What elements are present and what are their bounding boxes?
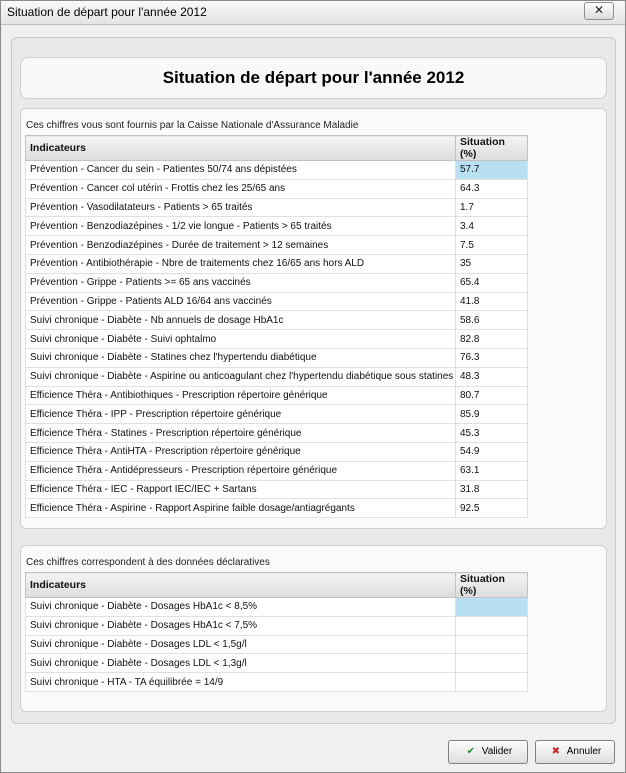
table-row[interactable] xyxy=(26,179,528,198)
table-row[interactable] xyxy=(26,461,528,480)
validate-label: Valider xyxy=(481,746,513,757)
validate-button[interactable] xyxy=(448,740,528,764)
cnam-panel xyxy=(20,108,607,529)
situation-cell[interactable]: 82.8 xyxy=(456,330,528,349)
cnam-table xyxy=(25,135,528,518)
table-header-row xyxy=(26,573,528,598)
table-row[interactable] xyxy=(26,654,528,673)
table-header-row xyxy=(26,136,528,161)
situation-cell[interactable]: 58.6 xyxy=(456,311,528,330)
situation-cell[interactable]: 65.4 xyxy=(456,273,528,292)
table-row[interactable] xyxy=(26,616,528,635)
page-title: Situation de départ pour l'année 2012 xyxy=(162,68,465,87)
situation-cell[interactable]: 85.9 xyxy=(456,405,528,424)
situation-cell[interactable]: 48.3 xyxy=(456,367,528,386)
table-row[interactable] xyxy=(26,499,528,518)
situation-cell[interactable] xyxy=(456,616,528,635)
indicator-cell: Prévention - Benzodiazépines - Durée de traitement > 12 semaines xyxy=(26,236,456,255)
cross-icon: ✖ xyxy=(551,746,560,757)
situation-cell[interactable]: 7.5 xyxy=(456,236,528,255)
indicator-cell: Suivi chronique - Diabète - Dosages HbA1c < 8,5% xyxy=(26,598,456,617)
declarative-panel xyxy=(20,545,607,712)
indicator-cell: Prévention - Cancer du sein - Patientes 50/74 ans dépistées xyxy=(26,161,456,180)
indicator-cell: Suivi chronique - Diabète - Suivi ophtalmo xyxy=(26,330,456,349)
indicator-cell: Efficience Théra - Statines - Prescription répertoire générique xyxy=(26,424,456,443)
table-row[interactable] xyxy=(26,635,528,654)
indicator-cell: Efficience Théra - Antidépresseurs - Prescription répertoire générique xyxy=(26,461,456,480)
indicator-cell: Efficience Théra - IEC - Rapport IEC/IEC + Sartans xyxy=(26,480,456,499)
indicator-cell: Efficience Théra - AntiHTA - Prescription répertoire générique xyxy=(26,442,456,461)
situation-cell[interactable] xyxy=(456,598,528,617)
table-row[interactable] xyxy=(26,330,528,349)
situation-cell[interactable]: 54.9 xyxy=(456,442,528,461)
indicator-cell: Prévention - Vasodilatateurs - Patients > 65 traités xyxy=(26,198,456,217)
table-row[interactable] xyxy=(26,386,528,405)
header-panel xyxy=(20,57,607,99)
indicator-cell: Efficience Théra - IPP - Prescription répertoire générique xyxy=(26,405,456,424)
table-row[interactable] xyxy=(26,405,528,424)
window-title: Situation de départ pour l'année 2012 xyxy=(7,5,207,19)
indicator-cell: Prévention - Grippe - Patients >= 65 ans vaccinés xyxy=(26,273,456,292)
col-header-indicators[interactable]: Indicateurs xyxy=(26,136,456,161)
situation-cell[interactable] xyxy=(456,654,528,673)
indicator-cell: Suivi chronique - Diabète - Aspirine ou anticoagulant chez l'hypertendu diabétique sous statines xyxy=(26,367,456,386)
situation-cell[interactable] xyxy=(456,635,528,654)
table-row[interactable] xyxy=(26,442,528,461)
table-row[interactable] xyxy=(26,598,528,617)
table-row[interactable] xyxy=(26,217,528,236)
situation-cell[interactable]: 31.8 xyxy=(456,480,528,499)
cancel-label: Annuler xyxy=(566,746,602,757)
indicator-cell: Prévention - Antibiothérapie - Nbre de traitements chez 16/65 ans hors ALD xyxy=(26,254,456,273)
situation-cell[interactable]: 35 xyxy=(456,254,528,273)
col-header-situation[interactable]: Situation (%) xyxy=(456,573,528,598)
indicator-cell: Suivi chronique - HTA - TA équilibrée = 14/9 xyxy=(26,673,456,692)
situation-cell[interactable]: 80.7 xyxy=(456,386,528,405)
table-row[interactable] xyxy=(26,236,528,255)
title-bar xyxy=(1,1,625,25)
table-row[interactable] xyxy=(26,480,528,499)
table-row[interactable] xyxy=(26,254,528,273)
situation-cell[interactable]: 1.7 xyxy=(456,198,528,217)
indicator-cell: Prévention - Cancer col utérin - Frottis chez les 25/65 ans xyxy=(26,179,456,198)
situation-cell[interactable]: 76.3 xyxy=(456,348,528,367)
cnam-note: Ces chiffres vous sont fournis par la Caisse Nationale d'Assurance Maladie xyxy=(26,120,359,131)
col-header-indicators[interactable]: Indicateurs xyxy=(26,573,456,598)
indicator-cell: Suivi chronique - Diabète - Dosages LDL < 1,5g/l xyxy=(26,635,456,654)
indicator-cell: Prévention - Benzodiazépines - 1/2 vie longue - Patients > 65 traités xyxy=(26,217,456,236)
col-header-situation[interactable]: Situation (%) xyxy=(456,136,528,161)
situation-cell[interactable]: 64.3 xyxy=(456,179,528,198)
table-row[interactable] xyxy=(26,273,528,292)
indicator-cell: Efficience Théra - Aspirine - Rapport Aspirine faible dosage/antiagrégants xyxy=(26,499,456,518)
indicator-cell: Suivi chronique - Diabète - Nb annuels de dosage HbA1c xyxy=(26,311,456,330)
table-row[interactable] xyxy=(26,367,528,386)
table-row[interactable] xyxy=(26,424,528,443)
table-row[interactable] xyxy=(26,198,528,217)
table-row[interactable] xyxy=(26,348,528,367)
declarative-table xyxy=(25,572,528,692)
indicator-cell: Suivi chronique - Diabète - Dosages LDL < 1,3g/l xyxy=(26,654,456,673)
checkmark-icon: ✔ xyxy=(466,746,475,757)
close-button[interactable]: ✕ xyxy=(584,2,614,20)
situation-cell[interactable]: 45.3 xyxy=(456,424,528,443)
indicator-cell: Suivi chronique - Diabète - Statines chez l'hypertendu diabétique xyxy=(26,348,456,367)
situation-cell[interactable] xyxy=(456,673,528,692)
table-row[interactable] xyxy=(26,673,528,692)
situation-cell[interactable]: 92.5 xyxy=(456,499,528,518)
situation-cell[interactable]: 41.8 xyxy=(456,292,528,311)
situation-cell[interactable]: 3.4 xyxy=(456,217,528,236)
table-row[interactable] xyxy=(26,311,528,330)
declarative-note: Ces chiffres correspondent à des données déclaratives xyxy=(26,557,270,568)
indicator-cell: Efficience Théra - Antibiothiques - Prescription répertoire générique xyxy=(26,386,456,405)
indicator-cell: Suivi chronique - Diabète - Dosages HbA1c < 7,5% xyxy=(26,616,456,635)
situation-cell[interactable]: 57.7 xyxy=(456,161,528,180)
indicator-cell: Prévention - Grippe - Patients ALD 16/64 ans vaccinés xyxy=(26,292,456,311)
cancel-button[interactable] xyxy=(535,740,615,764)
situation-cell[interactable]: 63.1 xyxy=(456,461,528,480)
table-row[interactable] xyxy=(26,161,528,180)
table-row[interactable] xyxy=(26,292,528,311)
